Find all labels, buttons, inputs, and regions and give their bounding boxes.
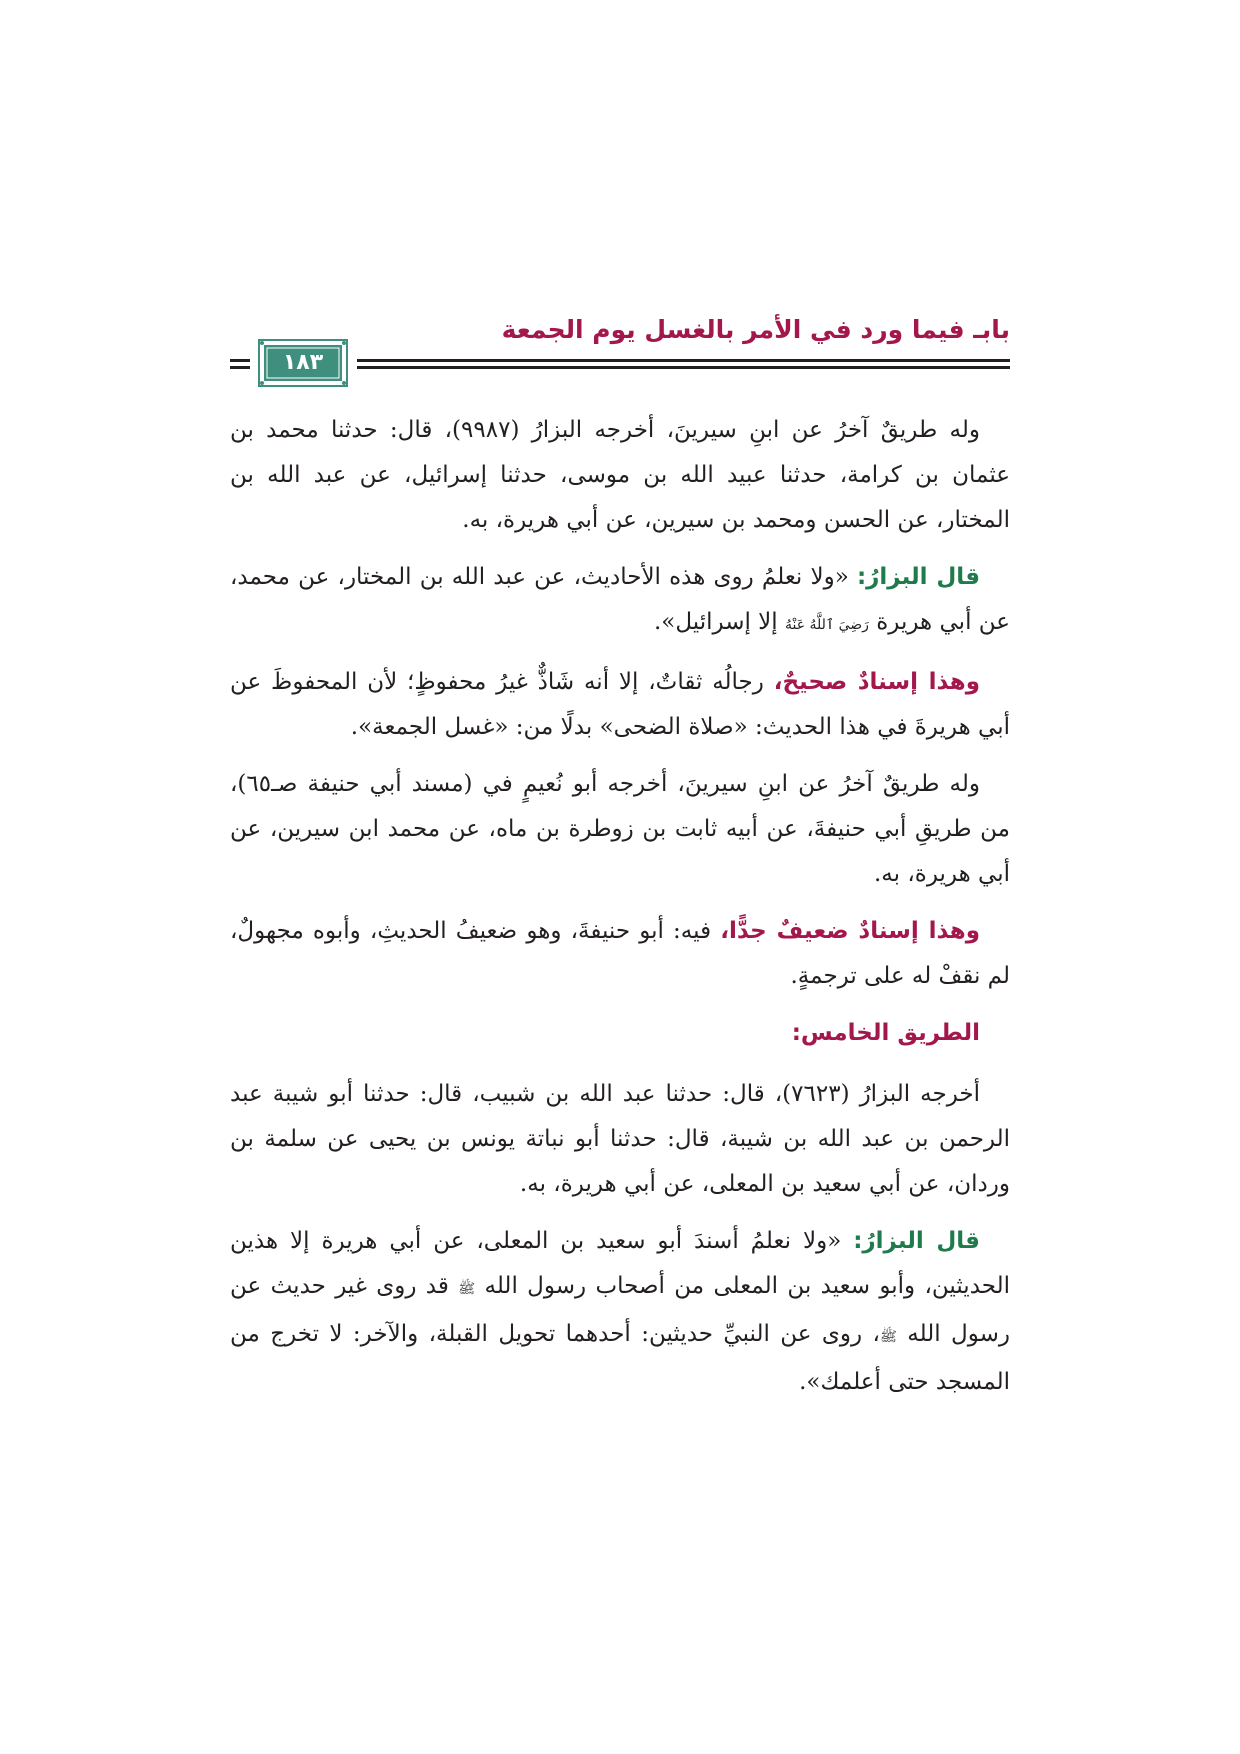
- paragraph-text: فيه: أبو حنيفةَ، وهو ضعيفُ الحديثِ، وأبوه مجهولٌ، لم نقفْ له على ترجمةٍ.: [230, 918, 1010, 989]
- page-number-badge: [258, 339, 348, 387]
- main-text: [230, 408, 1010, 1417]
- ruling-label: وهذا إسنادٌ صحيحٌ،: [773, 669, 980, 695]
- paragraph: [230, 762, 1010, 897]
- paragraph-text: «ولا نعلمُ روى هذه الأحاديث، عن عبد الله بن المختار، عن محمد، عن أبي هريرة: [230, 564, 1010, 635]
- paragraph: [230, 660, 1010, 750]
- header-rule: [357, 366, 1010, 369]
- paragraph-text: قد روى غير حديث عن رسول الله: [230, 1273, 1010, 1347]
- paragraph-text: وله طريقٌ آخرُ عن ابنِ سيرينَ، أخرجه البزارُ (٩٩٨٧)، قال: حدثنا محمد بن عثمان بن كرامة، حدثنا عبيد الله بن موسى، حدثنا إسرائيل، عن عبد الله بن المختار، عن الحسن ومحمد بن سيرين، عن أبي هريرة، به.: [230, 417, 1010, 533]
- honorific: ﷺ: [879, 1329, 897, 1345]
- speaker-label: قال البزارُ:: [856, 564, 981, 590]
- paragraph-text: ، روى عن النبيِّ حديثين: أحدهما تحويل القبلة، والآخر: لا تخرج من المسجد حتى أعلمك».: [230, 1321, 1010, 1395]
- paragraph-text: وله طريقٌ آخرُ عن ابنِ سيرينَ، أخرجه أبو نُعيمٍ في (مسند أبي حنيفة صـ٦٥)، من طريقِ أبي حنيفةَ، عن أبيه ثابت بن زوطرة بن ماه، عن محمد ابن سيرين، عن أبي هريرة، به.: [230, 771, 1010, 887]
- header-rule: [357, 359, 1010, 362]
- header-rule: [230, 366, 250, 369]
- chapter-title: بابـ فيما ورد في الأمر بالغسل يوم الجمعة: [501, 315, 1010, 344]
- header-rule: [230, 359, 250, 362]
- paragraph: [230, 909, 1010, 999]
- honorific: رَضِيَ ٱللَّهُ عَنْهُ: [784, 617, 869, 633]
- honorific: ﷺ: [458, 1281, 476, 1297]
- running-header: [230, 305, 1010, 385]
- paragraph-text: إلا إسرائيل».: [653, 609, 785, 635]
- paragraph: [230, 1219, 1010, 1405]
- page-number: ١٨٣: [282, 350, 324, 375]
- speaker-label: قال البزارُ:: [853, 1228, 980, 1254]
- paragraph: [230, 1072, 1010, 1207]
- section-heading: الطريق الخامس:: [791, 1020, 980, 1046]
- paragraph-text: رجالُه ثقاتٌ، إلا أنه شَاذٌّ غيرُ محفوظٍ؛ لأن المحفوظَ عن أبي هريرةَ في هذا الحديث: «صلاة الضحى» بدلًا من: «غسل الجمعة».: [230, 669, 1010, 740]
- paragraph-text: أخرجه البزارُ (٧٦٢٣)، قال: حدثنا عبد الله بن شبيب، قال: حدثنا أبو شيبة عبد الرحمن بن عبد الله بن شيبة، قال: حدثنا أبو نباتة يونس بن يحيى عن سلمة بن وردان، عن أبي سعيد بن المعلى، عن أبي هريرة، به.: [230, 1081, 1010, 1197]
- ruling-label: وهذا إسنادٌ ضعيفٌ جدًّا،: [720, 918, 980, 944]
- paragraph: [230, 408, 1010, 543]
- paragraph-text: «ولا نعلمُ أسندَ أبو سعيد بن المعلى، عن أبي هريرة إلا هذين الحديثين، وأبو سعيد بن المعلى من أصحاب رسول الله: [230, 1228, 1011, 1299]
- paragraph: [230, 555, 1010, 648]
